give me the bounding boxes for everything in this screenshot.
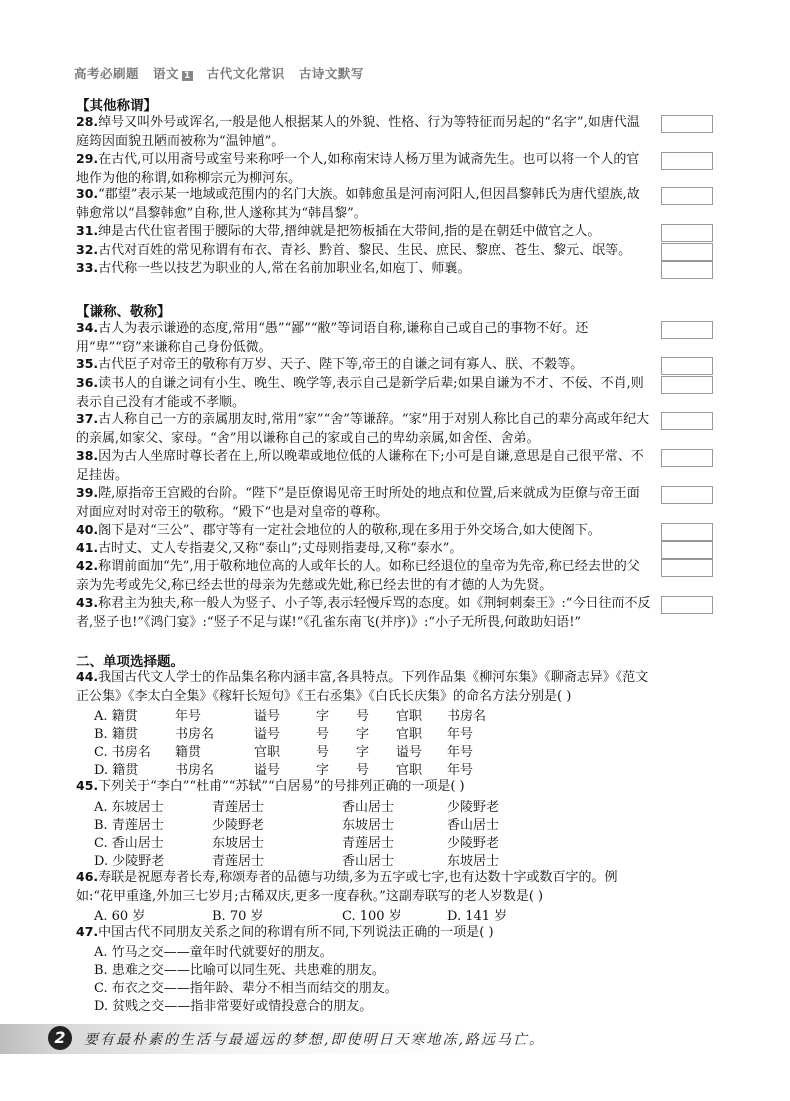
answer-box-43[interactable] — [661, 596, 713, 614]
item-44: 44.我国古代文人学士的作品集名称内涵丰富,各具特点。下列作品集《柳河东集》《聊斋志异》《范文正公集》《李太白全集》《稼轩长短句》《王右丞集》《白氏长庆集》的命名方法分别是( ) — [76, 669, 649, 704]
item-33: 33.古代称一些以技艺为职业的人,常在名前加职业名,如庖丁、师襄。 — [76, 260, 471, 276]
item-40: 40.阁下是对“三公”、郡守等有一定社会地位的人的敬称,现在多用于外交场合,如大使阁下。 — [76, 522, 601, 538]
answer-box-36[interactable] — [661, 376, 713, 394]
book-title: 高考必刷题 — [74, 66, 140, 81]
answer-box-37[interactable] — [661, 412, 713, 430]
answer-box-41[interactable] — [661, 541, 713, 559]
q46-option-b[interactable]: B. 70 岁 — [212, 909, 264, 924]
answer-box-35[interactable] — [661, 357, 713, 375]
q46-option-a[interactable]: A. 60 岁 — [94, 909, 146, 924]
answer-box-29[interactable] — [661, 152, 713, 170]
q47-option-c[interactable]: C. 布衣之交——指年龄、辈分不相当而结交的朋友。 — [94, 981, 398, 996]
section-humble-heading: 【谦称、敬称】 — [76, 304, 171, 320]
answer-box-39[interactable] — [661, 486, 713, 504]
running-header — [74, 64, 378, 82]
section-label: 古代文化常识 — [206, 66, 285, 81]
item-45: 45.下列关于“李白”“杜甫”“苏轼”“白居易”的号排列正确的一项是( ) — [76, 778, 465, 794]
item-34: 34.古人为表示谦逊的态度,常用“愚”“鄙”“敝”等词语自称,谦称自己或自己的事物不好。还用“卑”“窃”来谦称自己身份低微。 — [76, 320, 589, 355]
subject-label: 语文 — [153, 66, 180, 81]
q46-option-d[interactable]: D. 141 岁 — [447, 909, 508, 924]
footer-motto: 要有最朴素的生活与最遥远的梦想,即使明日天寒地冻,路远马亡。 — [84, 1032, 545, 1048]
answer-box-30[interactable] — [661, 187, 713, 205]
item-39: 39.陛,原指帝王宫殿的台阶。“陛下”是臣僚谒见帝王时所处的地点和位置,后来就成为臣僚与帝王面对面应对时对帝王的敬称。“殿下”也是对皇帝的尊称。 — [76, 485, 640, 520]
item-29: 29.在古代,可以用斋号或室号来称呼一个人,如称南宋诗人杨万里为诚斋先生。也可以将一个人的官地作为他的称谓,如称柳宗元为柳河东。 — [76, 151, 640, 186]
item-42: 42.称谓前面加“先”,用于敬称地位高的人或年长的人。如称已经退位的皇帝为先帝,称已经去世的父亲为先考或先父,称已经去世的母亲为先慈或先妣,称已经去世的有才德的人为先贤。 — [76, 558, 640, 593]
item-32: 32.古代对百姓的常见称谓有布衣、青衫、黔首、黎民、生民、庶民、黎庶、苍生、黎元、氓等。 — [76, 242, 632, 258]
item-37: 37.古人称自己一方的亲属朋友时,常用“家”“舍”等谦辞。“家”用于对别人称比自己的辈分高或年纪大的亲属,如家父、家母。“舍”用以谦称自己的家或自己的卑幼亲属,如舍侄、舍弟。 — [76, 411, 650, 446]
item-38: 38.因为古人坐席时尊长者在上,所以晚辈或地位低的人谦称在下;小可是自谦,意思是自己很平常、不足挂齿。 — [76, 448, 644, 483]
answer-box-34[interactable] — [661, 321, 713, 339]
page-number: 2 — [48, 1026, 72, 1050]
item-35: 35.古代臣子对帝王的敬称有万岁、天子、陛下等,帝王的自谦之词有寡人、朕、不穀等。 — [76, 356, 584, 372]
item-30: 30.“郡望”表示某一地域或范围内的名门大族。如韩愈虽是河南河阳人,但因昌黎韩氏为唐代望族,故韩愈常以“昌黎韩愈”自称,世人遂称其为“韩昌黎”。 — [76, 186, 640, 221]
answer-box-38[interactable] — [661, 449, 713, 467]
answer-box-28[interactable] — [661, 115, 713, 133]
topic-label: 古诗文默写 — [298, 66, 364, 81]
answer-box-40[interactable] — [661, 523, 713, 541]
item-46: 46.寿联是祝愿寿者长寿,称颂寿者的品德与功绩,多为五字或七字,也有达数十字或数百字的。例如:“花甲重逢,外加三七岁月;古稀双庆,更多一度春秋。”这副寿联写的老人岁数是( ) — [76, 869, 618, 904]
q47-option-a[interactable]: A. 竹马之交——童年时代就要好的朋友。 — [94, 945, 333, 960]
volume-badge: 1 — [184, 71, 191, 81]
q46-option-c[interactable]: C. 100 岁 — [342, 909, 402, 924]
item-28: 28.绰号又叫外号或诨名,一般是他人根据某人的外貌、性格、行为等特征而另起的“名字”,如唐代温庭筠因面貌丑陋而被称为“温钟馗”。 — [76, 114, 640, 149]
item-31: 31.绅是古代仕宦者围于腰际的大带,搢绅就是把笏板插在大带间,指的是在朝廷中做官之人。 — [76, 223, 601, 239]
item-36: 36.读书人的自谦之词有小生、晚生、晚学等,表示自己是新学后辈;如果自谦为不才、不佞、不肖,则表示自己没有才能或不孝顺。 — [76, 375, 644, 410]
answer-box-42[interactable] — [661, 559, 713, 577]
answer-box-33[interactable] — [661, 261, 713, 279]
section-other-heading: 【其他称谓】 — [76, 98, 157, 114]
answer-box-32[interactable] — [661, 243, 713, 261]
item-47: 47.中国古代不同朋友关系之间的称谓有所不同,下列说法正确的一项是( ) — [76, 924, 494, 940]
item-43: 43.称君主为独夫,称一般人为竖子、小子等,表示轻慢斥骂的态度。如《荆轲刺秦王》:“今日往而不反者,竖子也!”《鸿门宴》:“竖子不足与谋!”《孔雀东南飞(并序)》:“小子无所畏,何敢助妇语!” — [76, 595, 651, 630]
answer-box-31[interactable] — [661, 224, 713, 242]
item-41: 41.古时丈、丈人专指妻父,又称“泰山”;丈母则指妻母,又称“泰水”。 — [76, 540, 463, 556]
q47-option-b[interactable]: B. 患难之交——比喻可以同生死、共患难的朋友。 — [94, 963, 385, 978]
section-2-heading: 二、单项选择题。 — [76, 654, 184, 670]
q47-option-d[interactable]: D. 贫贱之交——指非常要好或情投意合的朋友。 — [94, 999, 373, 1014]
